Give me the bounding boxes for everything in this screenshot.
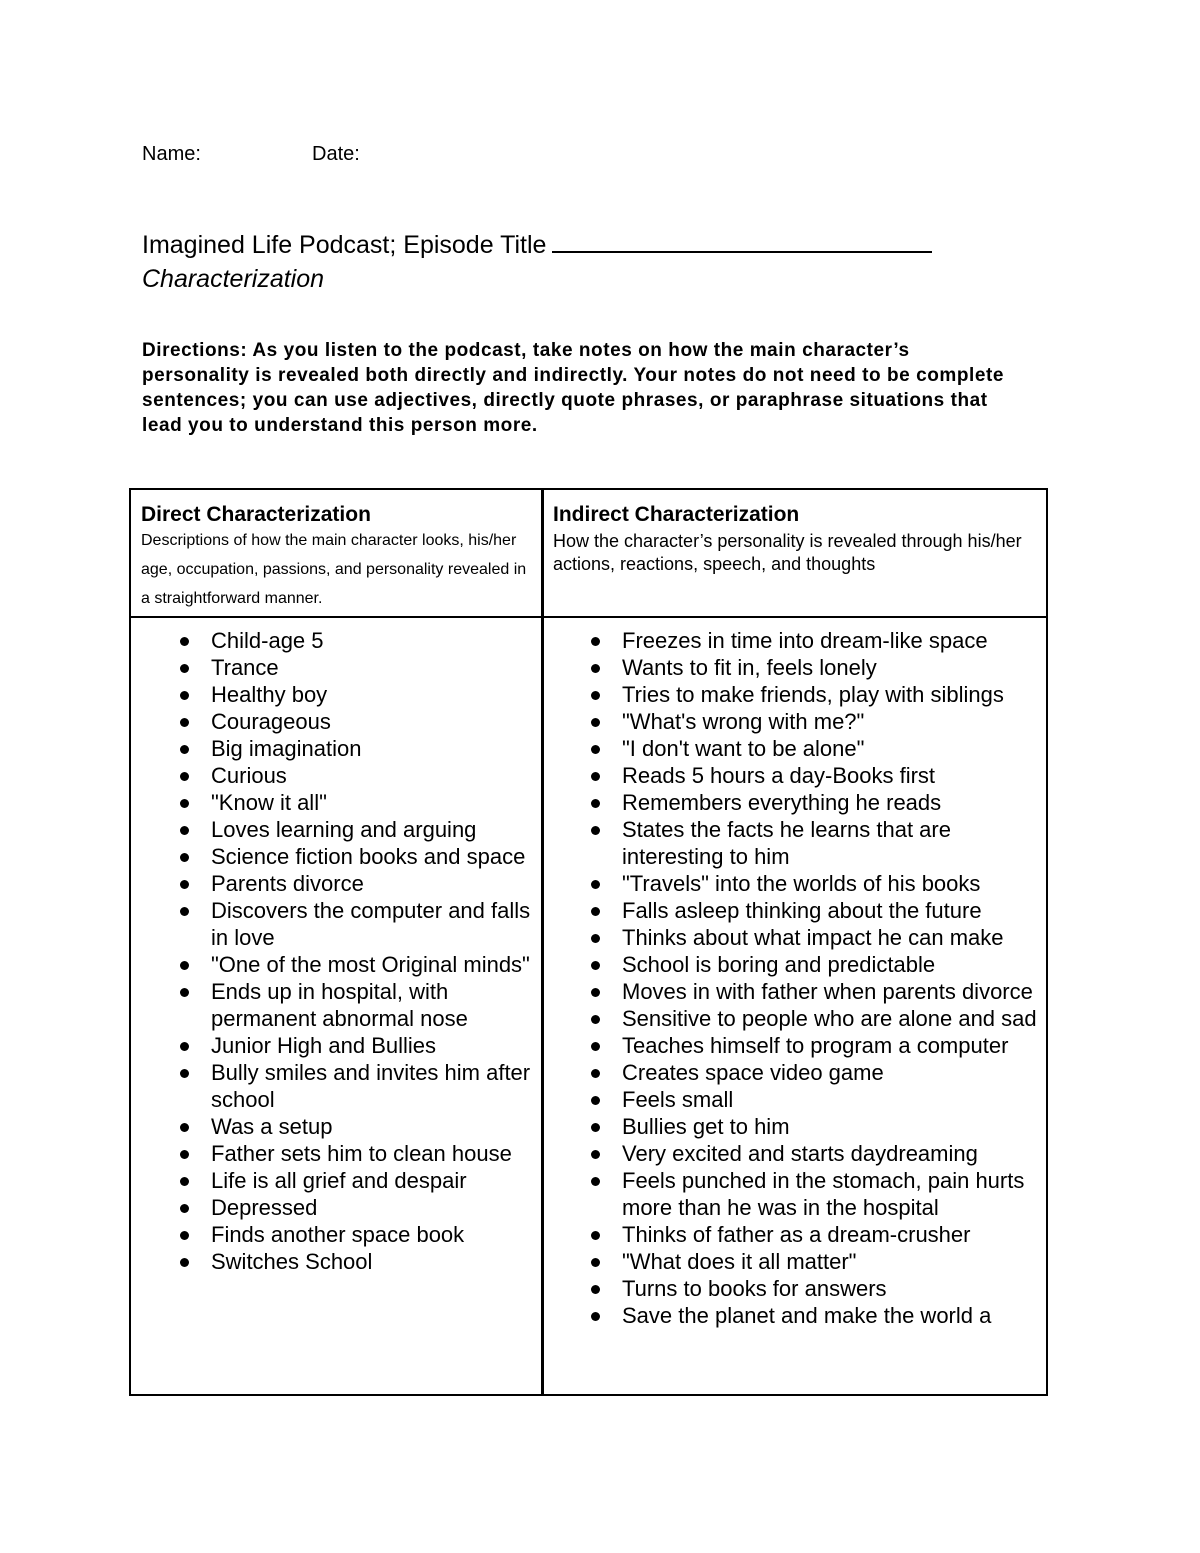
characterization-table: [129, 488, 1048, 1396]
list-item-text: "Know it all": [211, 790, 327, 815]
bullet-icon: [591, 691, 600, 700]
list-item: [176, 708, 536, 735]
bullet-icon: [180, 988, 189, 997]
list-item: [587, 897, 1047, 924]
bullet-icon: [180, 880, 189, 889]
bullet-icon: [591, 718, 600, 727]
list-item-text: Was a setup: [211, 1114, 333, 1139]
bullet-icon: [591, 772, 600, 781]
list-item: [587, 816, 1047, 870]
list-item: [176, 1113, 536, 1140]
list-item-text: Feels small: [622, 1087, 734, 1112]
list-item-text: Big imagination: [211, 736, 362, 761]
list-item: [176, 897, 536, 951]
bullet-icon: [591, 1123, 600, 1132]
list-item: [176, 1221, 536, 1248]
title-text: Imagined Life Podcast; Episode Title: [142, 231, 547, 259]
bullet-icon: [591, 1015, 600, 1024]
list-item-text: Save the planet and make the world a: [622, 1303, 992, 1328]
list-item: [587, 951, 1047, 978]
bullet-icon: [180, 1177, 189, 1186]
list-item: [587, 681, 1047, 708]
list-item-text: "What's wrong with me?": [622, 709, 865, 734]
bullet-icon: [591, 934, 600, 943]
list-item-text: Remembers everything he reads: [622, 790, 942, 815]
list-item: [176, 681, 536, 708]
list-item: [176, 1032, 536, 1059]
list-item: [176, 843, 536, 870]
bullet-icon: [591, 1069, 600, 1078]
list-item: [587, 1140, 1047, 1167]
list-item-text: States the facts he learns that are interesting to him: [622, 817, 951, 869]
list-item: [587, 1302, 1047, 1329]
list-item: [176, 789, 536, 816]
name-label: Name:: [142, 143, 201, 165]
list-item-text: Turns to books for answers: [622, 1276, 887, 1301]
list-item: [587, 1086, 1047, 1113]
list-item-text: Ends up in hospital, with permanent abnormal nose: [211, 979, 468, 1031]
bullet-icon: [180, 1204, 189, 1213]
bullet-icon: [591, 1150, 600, 1159]
bullet-icon: [180, 718, 189, 727]
list-item: [587, 1167, 1047, 1221]
list-item-text: Moves in with father when parents divorce: [622, 979, 1033, 1004]
list-item: [587, 1059, 1047, 1086]
list-item-text: Wants to fit in, feels lonely: [622, 655, 877, 680]
list-item-text: Father sets him to clean house: [211, 1141, 512, 1166]
list-item: [587, 1248, 1047, 1275]
list-item-text: School is boring and predictable: [622, 952, 936, 977]
list-item-text: Bullies get to him: [622, 1114, 790, 1139]
bullet-icon: [591, 745, 600, 754]
bullet-icon: [591, 1258, 600, 1267]
page-title: [142, 229, 932, 260]
episode-title-blank: [552, 229, 932, 253]
header-row-divider: [131, 616, 1046, 618]
list-item-text: Teaches himself to program a computer: [622, 1033, 1009, 1058]
bullet-icon: [180, 1042, 189, 1051]
list-item-text: Courageous: [211, 709, 331, 734]
list-item-text: Falls asleep thinking about the future: [622, 898, 982, 923]
bullet-icon: [180, 853, 189, 862]
list-item: [587, 1032, 1047, 1059]
list-item: [176, 735, 536, 762]
indirect-description: How the character’s personality is revealed through his/her actions, reactions, speech, and thoughts: [553, 531, 1022, 574]
bullet-icon: [180, 637, 189, 646]
list-item-text: Finds another space book: [211, 1222, 465, 1247]
list-item-text: Parents divorce: [211, 871, 364, 896]
list-item: [176, 816, 536, 843]
list-item: [176, 1194, 536, 1221]
bullet-icon: [591, 1042, 600, 1051]
direct-notes-list: [176, 627, 536, 1275]
list-item-text: Discovers the computer and falls in love: [211, 898, 531, 950]
indirect-heading: Indirect Characterization: [553, 503, 800, 526]
direct-heading: Direct Characterization: [141, 503, 371, 526]
list-item: [587, 708, 1047, 735]
list-item-text: Child-age 5: [211, 628, 324, 653]
date-label: Date:: [312, 143, 360, 165]
list-item-text: Tries to make friends, play with siblings: [622, 682, 1004, 707]
list-item: [176, 1059, 536, 1113]
list-item: [587, 762, 1047, 789]
bullet-icon: [591, 799, 600, 808]
bullet-icon: [180, 691, 189, 700]
list-item: [587, 1005, 1047, 1032]
bullet-icon: [180, 1150, 189, 1159]
bullet-icon: [591, 637, 600, 646]
bullet-icon: [180, 961, 189, 970]
list-item: [176, 1167, 536, 1194]
list-item-text: Science fiction books and space: [211, 844, 526, 869]
bullet-icon: [591, 907, 600, 916]
indirect-notes-list: [587, 627, 1047, 1329]
list-item: [587, 789, 1047, 816]
bullet-icon: [180, 772, 189, 781]
bullet-icon: [591, 1285, 600, 1294]
bullet-icon: [591, 664, 600, 673]
column-divider: [541, 490, 544, 1394]
list-item: [587, 924, 1047, 951]
bullet-icon: [591, 880, 600, 889]
bullet-icon: [591, 1177, 600, 1186]
list-item: [176, 951, 536, 978]
list-item: [176, 627, 536, 654]
list-item: [587, 1113, 1047, 1140]
list-item: [176, 870, 536, 897]
list-item-text: "Travels" into the worlds of his books: [622, 871, 981, 896]
bullet-icon: [591, 826, 600, 835]
list-item-text: Sensitive to people who are alone and sad: [622, 1006, 1037, 1031]
list-item-text: Loves learning and arguing: [211, 817, 477, 842]
list-item-text: Thinks of father as a dream-crusher: [622, 1222, 971, 1247]
list-item-text: Trance: [211, 655, 279, 680]
list-item-text: "I don't want to be alone": [622, 736, 865, 761]
indirect-header-cell: [553, 502, 1043, 576]
list-item-text: Creates space video game: [622, 1060, 884, 1085]
list-item: [587, 735, 1047, 762]
list-item: [587, 870, 1047, 897]
list-item: [176, 978, 536, 1032]
directions-paragraph: Directions: As you listen to the podcast, take notes on how the main character’s personality is revealed both directly and indirectly. Your notes do not need to be complete sentences; you can use adjectives, directly quote phrases, or paraphrase situations that lead you to understand this person more.: [142, 340, 1004, 436]
list-item: [176, 762, 536, 789]
list-item: [587, 627, 1047, 654]
bullet-icon: [180, 1123, 189, 1132]
bullet-icon: [591, 1312, 600, 1321]
list-item-text: Depressed: [211, 1195, 318, 1220]
bullet-icon: [180, 799, 189, 808]
list-item: [587, 978, 1047, 1005]
list-item-text: "What does it all matter": [622, 1249, 857, 1274]
bullet-icon: [591, 1231, 600, 1240]
list-item: [176, 1140, 536, 1167]
list-item: [587, 654, 1047, 681]
bullet-icon: [180, 745, 189, 754]
bullet-icon: [180, 826, 189, 835]
bullet-icon: [591, 1096, 600, 1105]
bullet-icon: [591, 988, 600, 997]
direct-description: Descriptions of how the main character looks, his/her age, occupation, passions, and personality revealed in a straightforward manner.: [141, 532, 527, 607]
list-item-text: Curious: [211, 763, 287, 788]
list-item-text: Bully smiles and invites him after school: [211, 1060, 531, 1112]
list-item-text: Very excited and starts daydreaming: [622, 1141, 978, 1166]
name-date-row: [142, 143, 360, 166]
list-item-text: Life is all grief and despair: [211, 1168, 467, 1193]
list-item-text: Healthy boy: [211, 682, 328, 707]
bullet-icon: [180, 907, 189, 916]
list-item-text: Reads 5 hours a day-Books first: [622, 763, 936, 788]
bullet-icon: [180, 1231, 189, 1240]
list-item: [587, 1275, 1047, 1302]
list-item-text: Feels punched in the stomach, pain hurts more than he was in the hospital: [622, 1168, 1025, 1220]
bullet-icon: [180, 664, 189, 673]
list-item-text: Freezes in time into dream-like space: [622, 628, 988, 653]
bullet-icon: [180, 1258, 189, 1267]
page-subtitle: Characterization: [142, 265, 325, 293]
bullet-icon: [180, 1069, 189, 1078]
list-item-text: Thinks about what impact he can make: [622, 925, 1004, 950]
list-item-text: "One of the most Original minds": [211, 952, 530, 977]
list-item: [587, 1221, 1047, 1248]
list-item: [176, 654, 536, 681]
bullet-icon: [591, 961, 600, 970]
list-item: [176, 1248, 536, 1275]
direct-header-cell: [141, 502, 537, 613]
list-item-text: Junior High and Bullies: [211, 1033, 437, 1058]
list-item-text: Switches School: [211, 1249, 373, 1274]
